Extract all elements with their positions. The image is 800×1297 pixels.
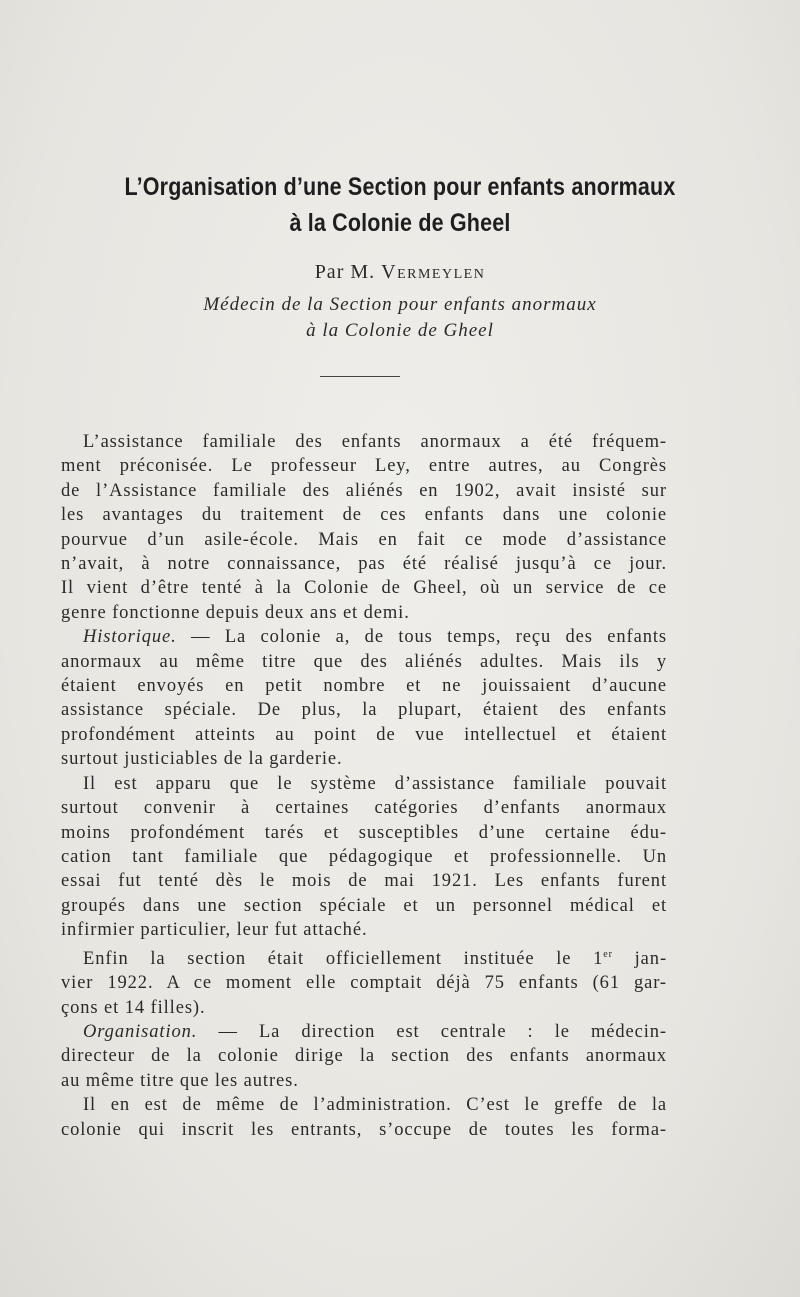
- body-line: profondément atteints au point de vue intellectuel et étaient: [61, 724, 667, 745]
- author-prefix: Par M.: [314, 261, 376, 283]
- body-line: groupés dans une section spéciale et un personnel médical et: [61, 895, 667, 916]
- author-name: Vermeylen: [381, 261, 486, 283]
- body-line: essai fut tenté dès le mois de mai 1921. Les enfants furent: [61, 871, 667, 892]
- body-line: directeur de la colonie dirige la section des enfants anormaux: [61, 1046, 667, 1067]
- body-line: moins profondément tarés et susceptibles d’une certaine édu-: [61, 822, 667, 843]
- body-line: les avantages du traitement de ces enfants dans une colonie: [61, 505, 667, 526]
- body-line-text: Enfin la section était officiellement instituée le 1: [83, 948, 604, 969]
- affiliation-line-2: à la Colonie de Gheel: [306, 320, 494, 341]
- section-heading-historique: Historique.: [83, 627, 177, 648]
- author-byline: [0, 261, 800, 284]
- superscript: er: [603, 948, 613, 960]
- affiliation-line-1: Médecin de la Section pour enfants anormaux: [203, 294, 597, 315]
- body-line: L’assistance familiale des enfants anormaux a été fréquem-: [83, 432, 667, 452]
- body-line: anormaux au même titre que des aliénés adultes. Mais ils y: [61, 651, 667, 672]
- body-line: ment préconisée. Le professeur Ley, entre autres, au Congrès: [61, 456, 667, 477]
- page-title-line-2: à la Colonie de Gheel: [289, 209, 511, 237]
- page-title-line-1: L’Organisation d’une Section pour enfants anormaux: [124, 173, 676, 201]
- body-line: infirmier particulier, leur fut attaché.: [61, 920, 368, 941]
- body-line-organisation: [61, 1020, 667, 1044]
- body-line-text: — La direction est centrale : le médecin-: [218, 1021, 667, 1042]
- body-line: étaient envoyés en petit nombre et ne jouissaient d’aucune: [61, 676, 667, 697]
- body-line: Il vient d’être tenté à la Colonie de Gheel, où un service de ce: [61, 578, 667, 599]
- body-line: n’avait, à notre connaissance, pas été réalisé jusqu’à ce jour.: [61, 554, 667, 575]
- article-body: [61, 430, 667, 1142]
- body-line: surtout justiciables de la garderie.: [61, 749, 343, 770]
- body-line: vier 1922. A ce moment elle comptait déjà 75 enfants (61 gar-: [61, 973, 667, 994]
- body-line: çons et 14 filles).: [61, 997, 206, 1018]
- body-line-date: [61, 943, 667, 972]
- body-line-text: — La colonie a, de tous temps, reçu des enfants: [191, 627, 667, 648]
- body-line: de l’Assistance familiale des aliénés en 1902, avait insisté sur: [61, 480, 667, 501]
- body-line: surtout convenir à certaines catégories d’enfants anormaux: [61, 798, 667, 819]
- body-line: assistance spéciale. De plus, la plupart, étaient des enfants: [61, 700, 667, 721]
- body-line: pourvue d’un asile-école. Mais en fait ce mode d’assistance: [61, 529, 667, 550]
- body-line: colonie qui inscrit les entrants, s’occupe de toutes les forma-: [61, 1119, 667, 1140]
- body-line: cation tant familiale que pédagogique et professionnelle. Un: [61, 846, 667, 867]
- body-line: genre fonctionne depuis deux ans et demi.: [61, 602, 410, 623]
- separator-rule: [320, 376, 400, 377]
- body-line: Il est apparu que le système d’assistance familiale pouvait: [83, 773, 667, 794]
- body-line: Il en est de même de l’administration. C’est le greffe de la: [83, 1095, 667, 1116]
- section-heading-organisation: Organisation.: [83, 1021, 198, 1042]
- body-line-tail: jan-: [634, 948, 668, 969]
- body-line: au même titre que les autres.: [61, 1070, 299, 1091]
- body-line-historique: [61, 625, 667, 649]
